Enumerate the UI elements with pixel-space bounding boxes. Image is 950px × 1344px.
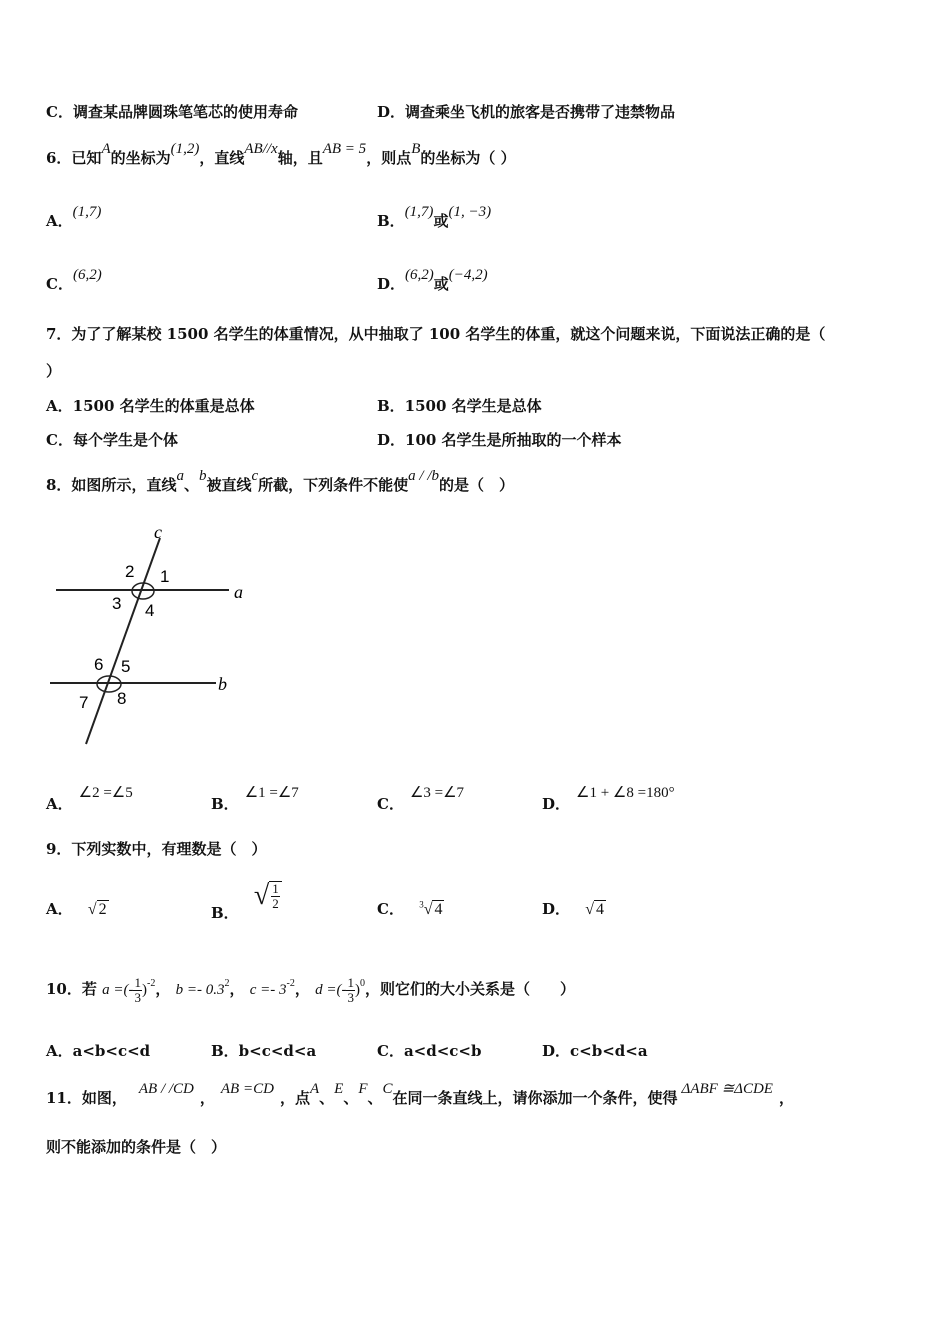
angle-2: 2 [125, 562, 135, 581]
q6-option-c: C．(6,2) [46, 267, 102, 293]
angle-1: 1 [160, 567, 170, 586]
label-b: b [218, 674, 227, 694]
q8-stem: 8．如图所示，直线a、b被直线c所截，下列条件不能使a / /b的是（ ） [46, 468, 515, 494]
q8-option-c: C．∠3 =∠7 [377, 785, 465, 813]
angle-5: 5 [121, 657, 131, 676]
q9-option-c: C． $^3$√ 4 [377, 899, 443, 918]
q6-option-a: A．(1,7) [46, 204, 102, 230]
q6-option-d: D．(6,2)或(−4,2) [377, 267, 488, 293]
q10-option-b: B．b<c<d<a [211, 1042, 317, 1060]
label-a: a [234, 582, 243, 602]
q7-option-a: A．1500 名学生的体重是总体 [46, 397, 255, 415]
angle-8: 8 [117, 689, 127, 708]
angle-4: 4 [145, 601, 155, 620]
q11-stem: 11．如图， AB / /CD ， AB =CD ，点A、E、F、C在同一条直线上，请你添加一个条件，使得 ΔABF ≅ΔCDE ， [46, 1081, 794, 1107]
q10-option-a: A．a<b<c<d [46, 1042, 151, 1060]
q9-stem: 9．下列实数中，有理数是（ ） [46, 840, 267, 858]
parallel-lines-figure [46, 520, 256, 755]
angle-3: 3 [112, 594, 122, 613]
q11-stem-cont: 则不能添加的条件是（ ） [46, 1138, 227, 1156]
q9-option-a: A． √ 2 [46, 900, 107, 918]
q10-stem: 10．若 a =(- $\frac{1}{3}$ )$^{-2}$， $b =- 0.3^2$， $c =- 3^{-2}$， d =(- $\frac{1}{3}$ )$^0$，则它们的大小关系是（ ） [46, 974, 575, 1005]
q9-option-d: D． √ 4 [542, 900, 605, 918]
q10-option-c: C．a<d<c<b [377, 1042, 482, 1060]
label-c: c [154, 522, 162, 542]
q7-stem: 7．为了了解某校 1500 名学生的体重情况，从中抽取了 100 名学生的体重，就这个问题来说，下面说法正确的是（ [46, 325, 826, 343]
q10-option-d: D．c<b<d<a [542, 1042, 648, 1060]
q9-option-b: B． √ $\frac{1}{2}$ [211, 880, 282, 912]
q7-option-b: B．1500 名学生是总体 [377, 397, 542, 415]
q7-option-c: C．每个学生是个体 [46, 431, 178, 449]
q5-option-d: D．调查乘坐飞机的旅客是否携带了违禁物品 [377, 103, 676, 121]
q6-stem: 6．已知A的坐标为(1,2)，直线AB//x轴，且AB = 5，则点B的坐标为（ ） [46, 141, 516, 167]
q7-option-d: D．100 名学生是所抽取的一个样本 [377, 431, 622, 449]
q8-option-b: B．∠1 =∠7 [211, 785, 299, 813]
angle-7: 7 [79, 693, 89, 712]
q8-option-d: D．∠1 + ∠8 =180° [542, 785, 675, 813]
q5-option-c: C．调查某品牌圆珠笔笔芯的使用寿命 [46, 103, 298, 121]
line-c [86, 538, 160, 744]
q8-option-a: A．∠2 =∠5 [46, 785, 133, 813]
angle-6: 6 [94, 655, 104, 674]
q6-option-b: B．(1,7)或(1, −3) [377, 204, 492, 230]
q7-stem-cont: ） [46, 362, 62, 380]
